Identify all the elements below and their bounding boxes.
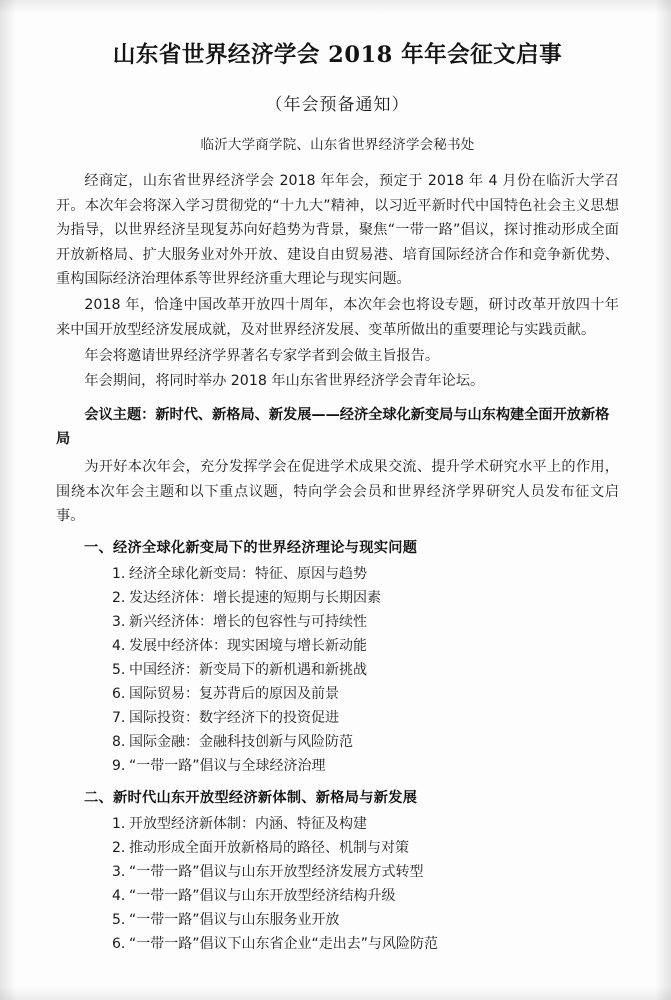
paragraph-3: 年会将邀请世界经济学界著名专家学者到会做主旨报告。	[84, 348, 440, 365]
list-item-label: “一带一路”倡议与山东开放型经济结构升级	[129, 887, 396, 904]
list-item	[56, 812, 619, 836]
document-subtitle: （年会预备通知）	[265, 95, 410, 116]
list-item-number: 4.	[112, 887, 126, 904]
list-item	[56, 932, 619, 956]
page-edge-shadow-right	[655, 0, 671, 1000]
list-item-number: 1.	[112, 815, 126, 832]
call-for-papers-paragraph: 为开好本次年会，充分发挥学会在促进学术成果交流、提升学术研究水平上的作用，围绕本次年会主题和以下重点议题，特向学会会员和世界经济学界研究人员发布征文启事。	[56, 459, 619, 525]
list-item	[56, 754, 619, 778]
paragraph-4: 年会期间，将同时举办 2018 年山东省世界经济学会青年论坛。	[84, 372, 485, 389]
list-item-number: 5.	[112, 912, 126, 929]
list-item-label: 经济全球化新变局：特征、原因与趋势	[129, 565, 367, 582]
list-item	[56, 730, 619, 754]
list-item-label: “一带一路”倡议与山东开放型经济发展方式转型	[129, 863, 424, 880]
list-item-label: 国际投资：数字经济下的投资促进	[129, 710, 339, 727]
section-heading-2: 二、新时代山东开放型经济新体制、新格局与新发展	[84, 789, 418, 806]
list-item-label: “一带一路”倡议与山东服务业开放	[129, 912, 340, 929]
section-heading-1: 一、经济全球化新变局下的世界经济理论与现实问题	[84, 539, 418, 556]
list-item-number: 9.	[112, 758, 126, 775]
conference-theme-label: 会议主题：	[84, 407, 156, 424]
page-edge-shadow-left	[0, 0, 16, 1000]
list-item	[56, 706, 619, 730]
list-item-number: 2.	[112, 589, 126, 606]
list-item-number: 8.	[112, 734, 126, 751]
list-item-label: 发达经济体：增长提速的短期与长期因素	[129, 589, 381, 606]
list-item-label: 国际金融：金融科技创新与风险防范	[129, 734, 353, 751]
list-item-label: 发展中经济体：现实困境与增长新动能	[129, 638, 367, 655]
list-item-number: 3.	[112, 863, 126, 880]
list-item	[56, 562, 619, 586]
list-item	[56, 682, 619, 706]
list-item	[56, 610, 619, 634]
list-item	[56, 634, 619, 658]
document-body	[56, 169, 619, 956]
list-item-number: 4.	[112, 638, 126, 655]
list-item-number: 6.	[112, 686, 126, 703]
list-item	[56, 884, 619, 908]
list-item-label: “一带一路”倡议下山东省企业“走出去”与风险防范	[129, 936, 439, 953]
topic-list-1	[56, 562, 619, 779]
list-item-label: 推动形成全面开放新格局的路径、机制与对策	[129, 839, 409, 856]
page-edge-shadow-top	[0, 0, 671, 14]
list-item-number: 3.	[112, 614, 126, 631]
list-item-label: 国际贸易：复苏背后的原因及前景	[129, 686, 339, 703]
list-item	[56, 586, 619, 610]
list-item-number: 6.	[112, 936, 126, 953]
list-item-label: 新兴经济体：增长的包容性与可持续性	[129, 614, 367, 631]
list-item	[56, 908, 619, 932]
list-item-number: 1.	[112, 565, 126, 582]
list-item	[56, 860, 619, 884]
page-edge-shadow-bottom	[0, 986, 671, 1000]
list-item-label: 中国经济：新变局下的新机遇和新挑战	[129, 662, 367, 679]
list-item	[56, 658, 619, 682]
conference-theme-text: 新时代、新格局、新发展——经济全球化新变局与山东构建全面开放新格局	[56, 407, 610, 448]
document-issuer: 临沂大学商学院、山东省世界经济学会秘书处	[200, 137, 475, 154]
paragraph-1: 经商定，山东省世界经济学会 2018 年年会，预定于 2018 年 4 月份在临沂大学召开。本次年会将深入学习贯彻党的“十九大”精神，以习近平新时代中国特色社会主义思想为指导，以世界经济呈现复苏向好趋势为背景，聚焦“一带一路”倡议，探讨推动形成全面开放新格局、扩大服务业对外开放、建设自由贸易港、培育国际经济合作和竞争新优势、重构国际经济治理体系等世界经济重大理论与现实问题。	[56, 173, 619, 288]
list-item-label: “一带一路”倡议与全球经济治理	[129, 758, 326, 775]
list-item-label: 开放型经济新体制：内涵、特征及构建	[129, 815, 367, 832]
list-item-number: 2.	[112, 839, 126, 856]
list-item-number: 7.	[112, 710, 126, 727]
paragraph-2: 2018 年，恰逢中国改革开放四十周年，本次年会也将设专题，研讨改革开放四十年来中国开放型经济发展成就，及对世界经济发展、变革所做出的重要理论与实践贡献。	[56, 297, 619, 338]
list-item-number: 5.	[112, 662, 126, 679]
list-item	[56, 836, 619, 860]
conference-theme	[56, 403, 619, 451]
topic-list-2	[56, 812, 619, 956]
page-title: 山东省世界经济学会 2018 年年会征文启事	[112, 42, 563, 68]
